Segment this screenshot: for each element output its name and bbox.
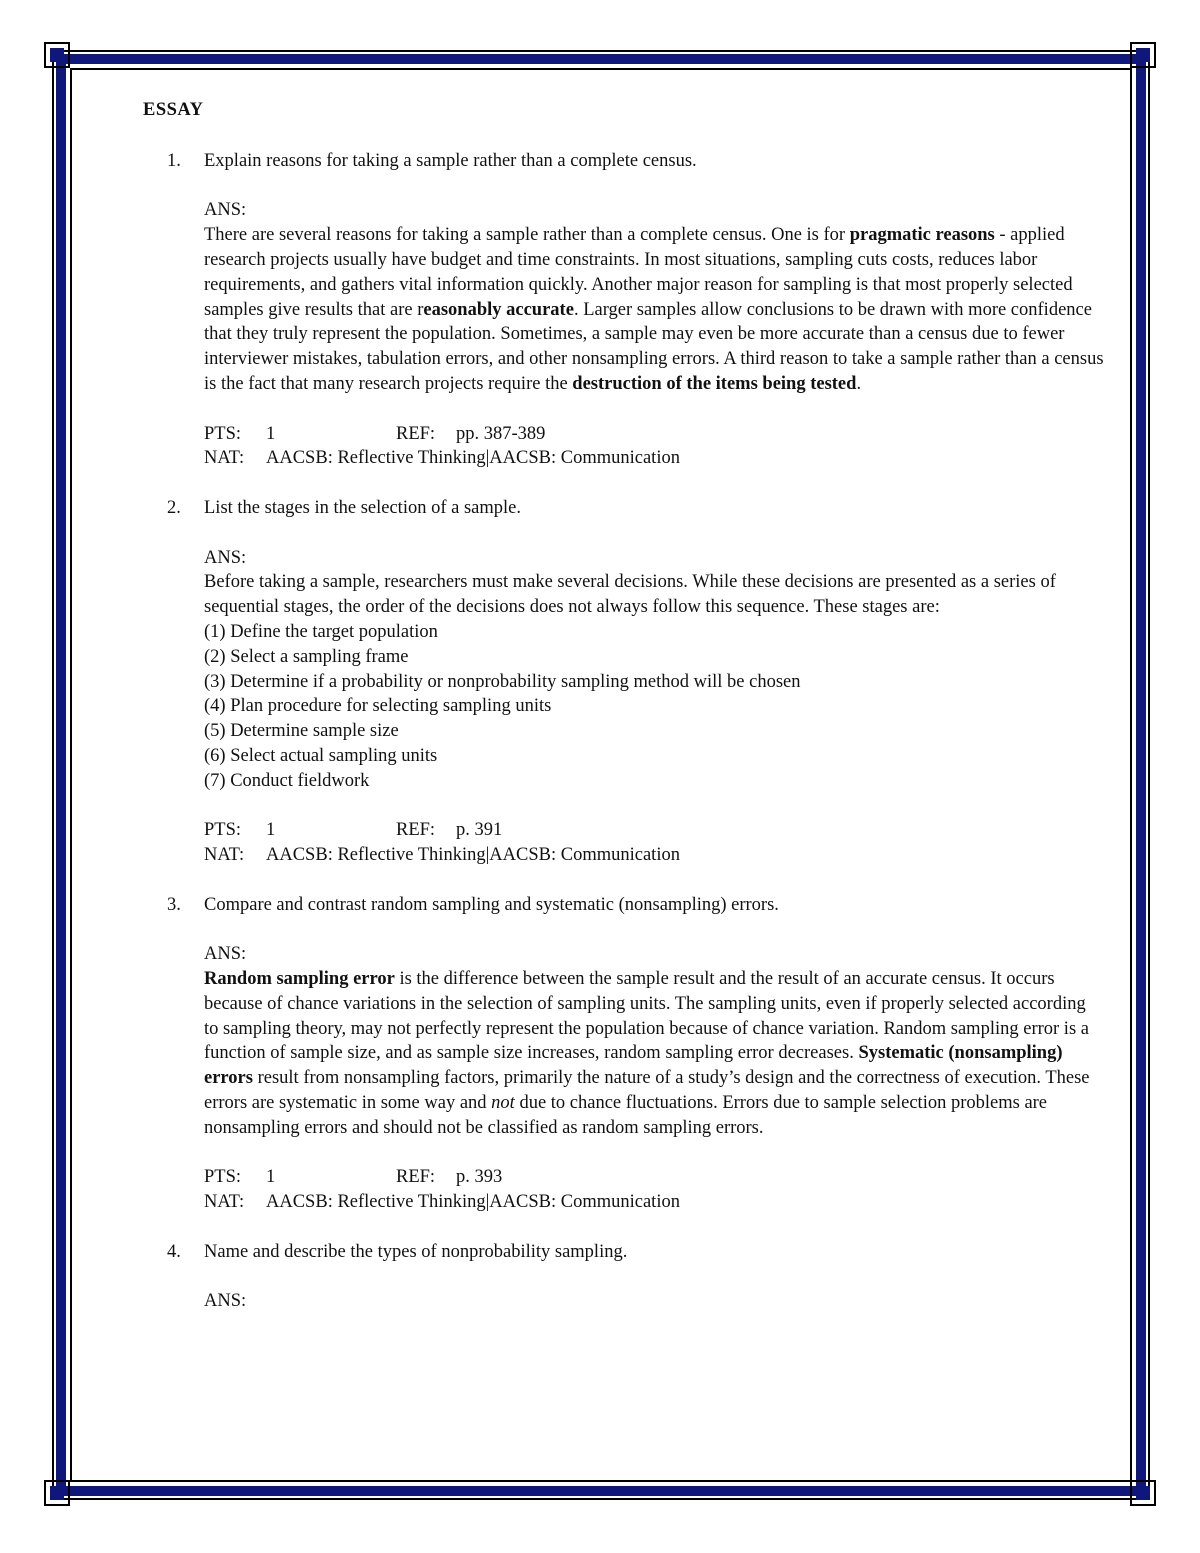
nat-label: NAT:	[204, 1192, 245, 1213]
border-corner-ornament	[1130, 42, 1156, 68]
question-text: Compare and contrast random sampling and systematic (nonsampling) errors.	[204, 894, 779, 915]
question-text: Explain reasons for taking a sample rather than a complete census.	[204, 150, 697, 171]
bold-term: pragmatic reasons	[849, 225, 995, 246]
question-number: 3.	[167, 894, 181, 915]
pts-label: PTS:	[204, 1167, 242, 1188]
ref-value: pp. 387-389	[456, 423, 546, 444]
pts-value: 1	[266, 423, 276, 444]
question-number: 1.	[167, 150, 181, 171]
nat-value: AACSB: Reflective Thinking|AACSB: Communication	[266, 448, 680, 469]
nat-label: NAT:	[204, 845, 245, 866]
list-item: (7) Conduct fieldwork	[204, 770, 370, 791]
question-3	[143, 893, 1103, 1215]
ref-value: p. 391	[456, 820, 503, 841]
answer-label: ANS:	[204, 547, 247, 568]
question-text: Name and describe the types of nonprobability sampling.	[204, 1241, 628, 1262]
border-corner-ornament	[1130, 1480, 1156, 1506]
question-metadata	[204, 1165, 1103, 1215]
ref-label: REF:	[396, 820, 436, 841]
answer-label: ANS:	[204, 200, 247, 221]
section-title: ESSAY	[143, 100, 204, 120]
question-4	[143, 1240, 1103, 1314]
answer-text: Before taking a sample, researchers must make several decisions. While these decisions are presented as a series of sequential stages, the order of the decisions does not always follow this sequence. These stages are:	[204, 572, 1056, 618]
pts-label: PTS:	[204, 423, 242, 444]
pts-value: 1	[266, 820, 276, 841]
answer-text: Random sampling error is the difference between the sample result and the result of an accurate census. It occurs because of chance variations in the selection of sampling units. The sampling units, even if properly selected according to sampling theory, may not perfectly represent the population because of chance variation. Random sampling error is a function of sample size, and as sample size increases, random sampling error decreases. Systematic (nonsampling) errors result from nonsampling factors, primarily the nature of a study’s design and the correctness of execution. These errors are systematic in some way and not due to chance fluctuations. Errors due to sample selection problems are nonsampling errors and should not be classified as random sampling errors.	[204, 969, 1090, 1138]
italic-term: not	[491, 1093, 515, 1114]
question-2	[143, 496, 1103, 868]
nat-value: AACSB: Reflective Thinking|AACSB: Communication	[266, 845, 680, 866]
pts-label: PTS:	[204, 820, 242, 841]
question-1	[143, 149, 1103, 471]
list-item: (5) Determine sample size	[204, 721, 399, 742]
list-item: (1) Define the target population	[204, 621, 438, 642]
answer-label: ANS:	[204, 944, 247, 965]
list-item: (3) Determine if a probability or nonprobability sampling method will be chosen	[204, 671, 801, 692]
nat-value: AACSB: Reflective Thinking|AACSB: Communication	[266, 1192, 680, 1213]
bold-term: easonably accurate	[423, 299, 574, 320]
border-corner-ornament	[44, 42, 70, 68]
bold-term: destruction of the items being tested	[572, 373, 857, 394]
question-metadata	[204, 818, 1103, 868]
pts-value: 1	[266, 1167, 276, 1188]
border-corner-ornament	[44, 1480, 70, 1506]
bold-term: Systematic (nonsampling) errors	[204, 1043, 1063, 1089]
list-item: (6) Select actual sampling units	[204, 745, 438, 766]
ref-label: REF:	[396, 423, 436, 444]
list-item: (4) Plan procedure for selecting sampling units	[204, 696, 552, 717]
answer-text: There are several reasons for taking a sample rather than a complete census. One is for pragmatic reasons - applied research projects usually have budget and time constraints. In most situations, sampling cuts costs, reduces labor requirements, and gathers vital information quickly. Another major reason for sampling is that most properly selected samples give results that are reasonably accurate. Larger samples allow conclusions to be drawn with more confidence that they truly represent the population. Sometimes, a sample may even be more accurate than a census due to fewer interviewer mistakes, tabulation errors, and other nonsampling errors. A third reason to take a sample rather than a census is the fact that many research projects require the destruction of the items being tested.	[204, 225, 1104, 394]
question-number: 2.	[167, 497, 181, 518]
document-content	[143, 98, 1103, 1339]
answer-label: ANS:	[204, 1291, 247, 1312]
question-number: 4.	[167, 1241, 181, 1262]
bold-term: Random sampling error	[204, 969, 395, 990]
question-metadata	[204, 422, 1103, 472]
ref-value: p. 393	[456, 1167, 503, 1188]
nat-label: NAT:	[204, 448, 245, 469]
ref-label: REF:	[396, 1167, 436, 1188]
list-item: (2) Select a sampling frame	[204, 646, 409, 667]
question-text: List the stages in the selection of a sample.	[204, 497, 521, 518]
